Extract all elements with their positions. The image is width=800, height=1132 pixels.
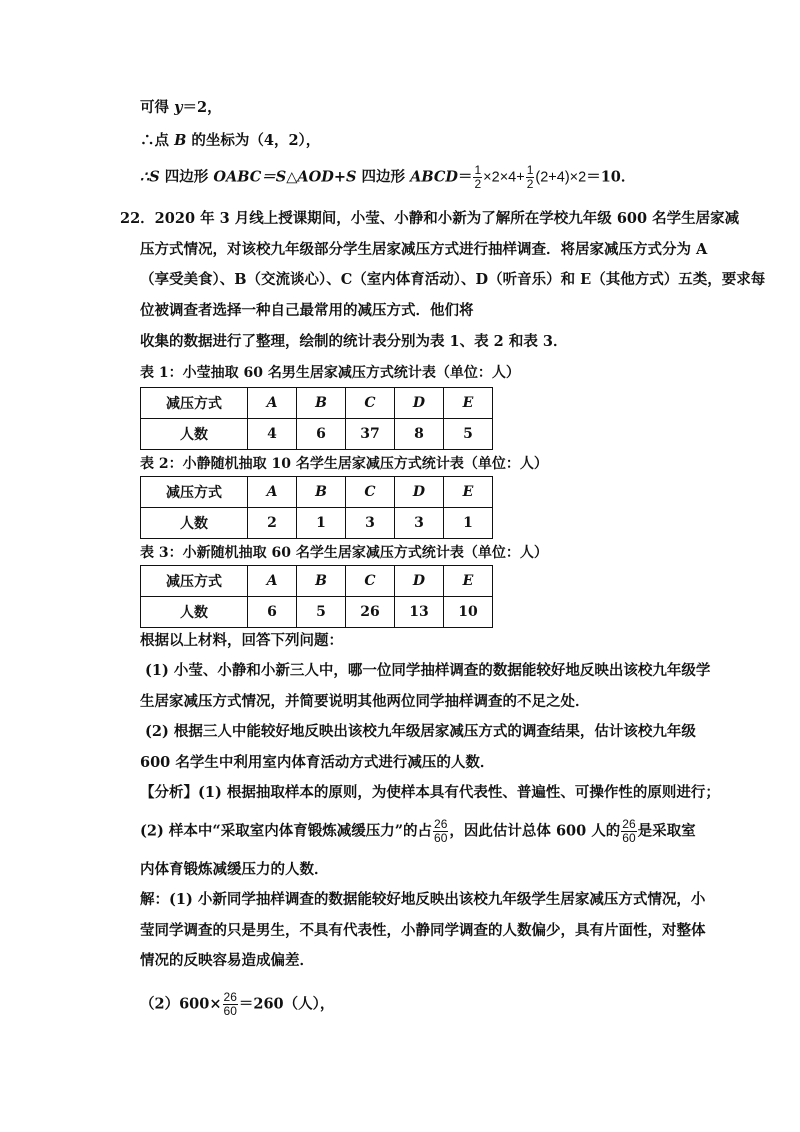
table-cell: 6	[297, 419, 346, 450]
question-1-line-2: 生居家减压方式情况，并简要说明其他两位同学抽样调查的不足之处．	[140, 693, 590, 710]
table-cell: 6	[248, 597, 297, 628]
table-header-label: 减压方式	[141, 388, 248, 419]
question-2-line-2: 600 名学生中利用室内体育活动方式进行减压的人数．	[140, 754, 495, 771]
table-row-label: 人数	[141, 508, 248, 539]
problem-line-5: 收集的数据进行了整理，绘制的统计表分别为表 1、表 2 和表 3．	[140, 333, 568, 350]
table-row	[141, 477, 493, 508]
table-category: C	[346, 566, 395, 597]
table-2	[140, 476, 493, 539]
result-line-y: 可得 y＝2，	[140, 99, 222, 116]
solution-line-1: 解：(1) 小新同学抽样调查的数据能较好地反映出该校九年级学生居家减压方式情况，小	[140, 891, 706, 908]
table-cell: 5	[297, 597, 346, 628]
table-category: C	[346, 388, 395, 419]
table-category: D	[395, 388, 444, 419]
table-category: D	[395, 566, 444, 597]
table-row	[141, 566, 493, 597]
table-cell: 1	[444, 508, 493, 539]
table-category: B	[297, 477, 346, 508]
table-2-caption: 表 2：小静随机抽取 10 名学生居家减压方式统计表（单位：人）	[140, 456, 548, 472]
fraction-26-60: $\frac{26}{60}$	[622, 817, 636, 845]
area-equation-line: ∴S 四边形 OABC＝S△AOD+S 四边形 ABCD＝ $\frac{1}{2}$ ×2×4+ $\frac{1}{2}$ (2+4)×2＝10．	[140, 163, 636, 191]
solution-line-2: 莹同学调查的只是男生，不具有代表性，小静同学调查的人数偏少，具有片面性，对整体	[140, 922, 706, 939]
table-header-label: 减压方式	[141, 566, 248, 597]
questions-intro: 根据以上材料，回答下列问题：	[140, 632, 343, 649]
table-cell: 4	[248, 419, 297, 450]
analysis-line-2: (2) 样本中“采取室内体育锻炼减缓压力”的占 $\frac{26}{60}$ ，因此估计总体 600 人的 $\frac{26}{60}$ 是采取室	[140, 817, 696, 845]
table-row	[141, 508, 493, 539]
table-category: E	[444, 477, 493, 508]
table-3	[140, 565, 493, 628]
table-category: E	[444, 388, 493, 419]
table-category: A	[248, 566, 297, 597]
table-row	[141, 597, 493, 628]
table-cell: 8	[395, 419, 444, 450]
table-category: B	[297, 388, 346, 419]
fraction-26-60: $\frac{26}{60}$	[223, 990, 237, 1018]
question-1-line-1: (1) 小莹、小静和小新三人中，哪一位同学抽样调查的数据能较好地反映出该校九年级学	[145, 662, 711, 679]
table-1	[140, 387, 493, 450]
analysis-line-3: 内体育锻炼减缓压力的人数．	[140, 861, 329, 878]
table-category: B	[297, 566, 346, 597]
table-cell: 10	[444, 597, 493, 628]
problem-line-3: （享受美食）、B（交流谈心）、C（室内体育活动）、D（听音乐）和 E（其他方式）五类，要求每	[140, 271, 766, 288]
table-row-label: 人数	[141, 419, 248, 450]
table-cell: 5	[444, 419, 493, 450]
fraction-half-2: $\frac{1}{2}$	[526, 163, 534, 191]
analysis-line-1: 【分析】(1) 根据抽取样本的原则，为使样本具有代表性、普遍性、可操作性的原则进行；	[140, 784, 720, 801]
table-category: A	[248, 477, 297, 508]
solution-line-4: （2）600× $\frac{26}{60}$ ＝260（人），	[140, 990, 335, 1018]
table-header-label: 减压方式	[141, 477, 248, 508]
table-cell: 3	[395, 508, 444, 539]
table-row	[141, 419, 493, 450]
problem-line-2: 压方式情况，对该校九年级部分学生居家减压方式进行抽样调查．将居家减压方式分为 A	[140, 241, 708, 258]
table-cell: 1	[297, 508, 346, 539]
solution-line-3: 情况的反映容易造成偏差．	[140, 952, 314, 969]
table-cell: 26	[346, 597, 395, 628]
table-category: C	[346, 477, 395, 508]
table-3-caption: 表 3：小新随机抽取 60 名学生居家减压方式统计表（单位：人）	[140, 545, 548, 561]
table-row-label: 人数	[141, 597, 248, 628]
fraction-26-60: $\frac{26}{60}$	[434, 817, 448, 845]
table-cell: 3	[346, 508, 395, 539]
result-line-point-b: ∴点 B 的坐标为（4，2），	[140, 132, 321, 149]
table-category: E	[444, 566, 493, 597]
question-2-line-1: (2) 根据三人中能较好地反映出该校九年级居家减压方式的调查结果，估计该校九年级	[145, 723, 696, 740]
problem-line-1: 22．2020 年 3 月线上授课期间，小莹、小静和小新为了解所在学校九年级 600 名学生居家减	[120, 210, 740, 227]
table-category: D	[395, 477, 444, 508]
problem-line-4: 位被调查者选择一种自己最常用的减压方式．他们将	[140, 302, 474, 319]
table-cell: 13	[395, 597, 444, 628]
table-cell: 37	[346, 419, 395, 450]
table-cell: 2	[248, 508, 297, 539]
table-1-caption: 表 1：小莹抽取 60 名男生居家减压方式统计表（单位：人）	[140, 365, 520, 381]
fraction-half-1: $\frac{1}{2}$	[474, 163, 482, 191]
table-category: A	[248, 388, 297, 419]
table-row	[141, 388, 493, 419]
